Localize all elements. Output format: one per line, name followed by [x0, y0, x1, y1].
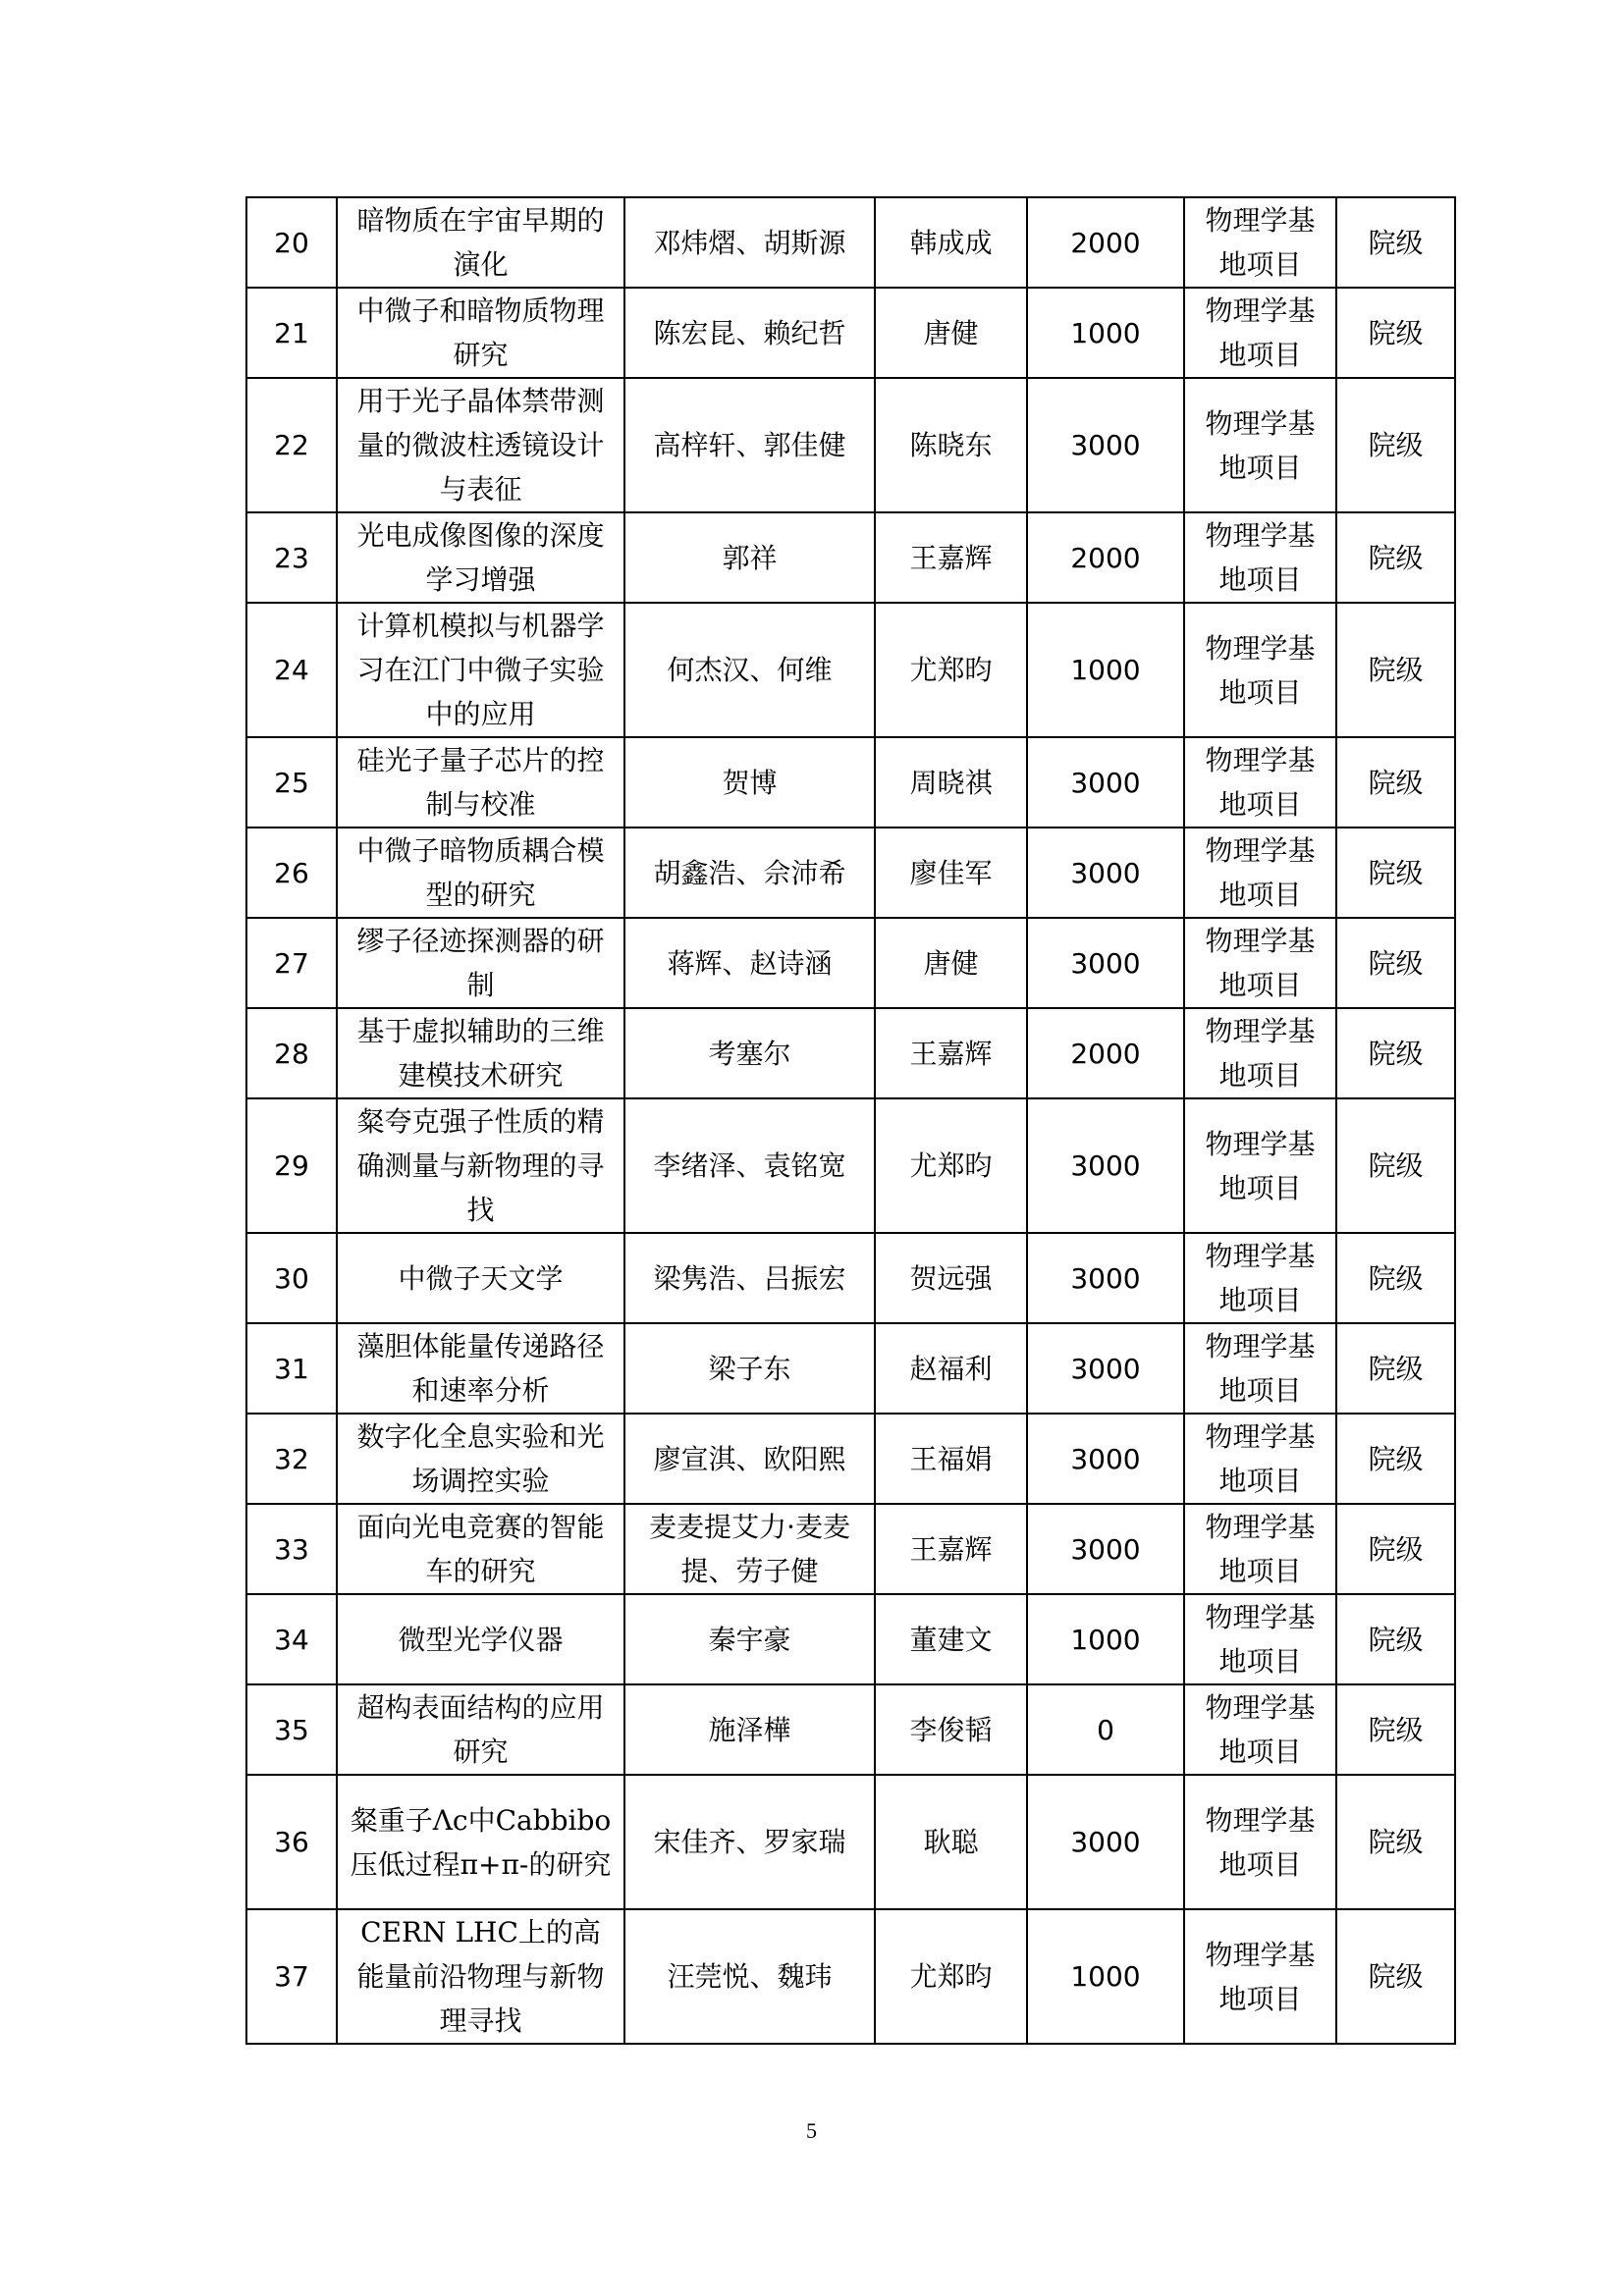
advisor-name: 尤郑昀	[875, 1909, 1027, 2044]
table-row	[246, 1909, 1455, 2044]
row-number: 35	[246, 1684, 337, 1775]
funding-amount: 3000	[1027, 737, 1184, 828]
project-title: 硅光子量子芯片的控制与校准	[337, 737, 624, 828]
project-type: 物理学基地项目	[1184, 1414, 1336, 1504]
advisor-name: 陈晓东	[875, 378, 1027, 512]
row-number: 23	[246, 512, 337, 603]
table-row	[246, 1233, 1455, 1323]
funding-amount: 2000	[1027, 1008, 1184, 1098]
student-names: 蒋辉、赵诗涵	[624, 918, 875, 1008]
advisor-name: 王嘉辉	[875, 512, 1027, 603]
funding-amount: 3000	[1027, 1323, 1184, 1414]
row-number: 31	[246, 1323, 337, 1414]
project-level: 院级	[1336, 737, 1455, 828]
table-row	[246, 1008, 1455, 1098]
table-row	[246, 288, 1455, 378]
funding-amount: 1000	[1027, 1594, 1184, 1684]
page-number: 5	[806, 2118, 817, 2143]
project-level: 院级	[1336, 1323, 1455, 1414]
project-type: 物理学基地项目	[1184, 1008, 1336, 1098]
advisor-name: 廖佳军	[875, 828, 1027, 918]
project-title: 中微子天文学	[337, 1233, 624, 1323]
advisor-name: 王嘉辉	[875, 1008, 1027, 1098]
project-type: 物理学基地项目	[1184, 1098, 1336, 1233]
project-title: 计算机模拟与机器学习在江门中微子实验中的应用	[337, 603, 624, 737]
student-names: 梁隽浩、吕振宏	[624, 1233, 875, 1323]
funding-amount: 1000	[1027, 1909, 1184, 2044]
project-type: 物理学基地项目	[1184, 1775, 1336, 1909]
project-title: 暗物质在宇宙早期的演化	[337, 197, 624, 288]
advisor-name: 耿聪	[875, 1775, 1027, 1909]
row-number: 25	[246, 737, 337, 828]
funding-amount: 1000	[1027, 603, 1184, 737]
row-number: 26	[246, 828, 337, 918]
row-number: 32	[246, 1414, 337, 1504]
row-number: 34	[246, 1594, 337, 1684]
project-level: 院级	[1336, 512, 1455, 603]
project-title: 粲重子Λc中Cabbibo压低过程π+π-的研究	[337, 1775, 624, 1909]
project-title: 藻胆体能量传递路径和速率分析	[337, 1323, 624, 1414]
table-row	[246, 197, 1455, 288]
table-row	[246, 1504, 1455, 1594]
project-type: 物理学基地项目	[1184, 512, 1336, 603]
row-number: 30	[246, 1233, 337, 1323]
row-number: 37	[246, 1909, 337, 2044]
advisor-name: 尤郑昀	[875, 603, 1027, 737]
project-title: CERN LHC上的高能量前沿物理与新物理寻找	[337, 1909, 624, 2044]
advisor-name: 尤郑昀	[875, 1098, 1027, 1233]
student-names: 施泽樺	[624, 1684, 875, 1775]
project-title: 数字化全息实验和光场调控实验	[337, 1414, 624, 1504]
project-type: 物理学基地项目	[1184, 1684, 1336, 1775]
student-names: 宋佳齐、罗家瑞	[624, 1775, 875, 1909]
project-title: 面向光电竞赛的智能车的研究	[337, 1504, 624, 1594]
row-number: 36	[246, 1775, 337, 1909]
project-level: 院级	[1336, 1594, 1455, 1684]
student-names: 麦麦提艾力·麦麦提、劳子健	[624, 1504, 875, 1594]
student-names: 李绪泽、袁铭宽	[624, 1098, 875, 1233]
funding-amount: 3000	[1027, 1775, 1184, 1909]
table-row	[246, 828, 1455, 918]
project-level: 院级	[1336, 828, 1455, 918]
project-type: 物理学基地项目	[1184, 737, 1336, 828]
student-names: 秦宇豪	[624, 1594, 875, 1684]
table-row	[246, 1414, 1455, 1504]
project-level: 院级	[1336, 1008, 1455, 1098]
project-level: 院级	[1336, 197, 1455, 288]
project-level: 院级	[1336, 603, 1455, 737]
advisor-name: 董建文	[875, 1594, 1027, 1684]
project-level: 院级	[1336, 918, 1455, 1008]
funding-amount: 3000	[1027, 828, 1184, 918]
table-row	[246, 512, 1455, 603]
project-type: 物理学基地项目	[1184, 1909, 1336, 2044]
project-type: 物理学基地项目	[1184, 1323, 1336, 1414]
advisor-name: 王福娟	[875, 1414, 1027, 1504]
project-level: 院级	[1336, 1684, 1455, 1775]
student-names: 郭祥	[624, 512, 875, 603]
project-type: 物理学基地项目	[1184, 288, 1336, 378]
funding-amount: 3000	[1027, 918, 1184, 1008]
project-level: 院级	[1336, 1414, 1455, 1504]
advisor-name: 唐健	[875, 918, 1027, 1008]
student-names: 何杰汉、何维	[624, 603, 875, 737]
table-row	[246, 737, 1455, 828]
student-names: 胡鑫浩、佘沛希	[624, 828, 875, 918]
row-number: 21	[246, 288, 337, 378]
student-names: 贺博	[624, 737, 875, 828]
row-number: 28	[246, 1008, 337, 1098]
funding-amount: 3000	[1027, 378, 1184, 512]
project-title: 基于虚拟辅助的三维建模技术研究	[337, 1008, 624, 1098]
project-type: 物理学基地项目	[1184, 918, 1336, 1008]
table-row	[246, 378, 1455, 512]
project-level: 院级	[1336, 288, 1455, 378]
advisor-name: 王嘉辉	[875, 1504, 1027, 1594]
project-title: 光电成像图像的深度学习增强	[337, 512, 624, 603]
project-title: 中微子和暗物质物理研究	[337, 288, 624, 378]
student-names: 梁子东	[624, 1323, 875, 1414]
advisor-name: 韩成成	[875, 197, 1027, 288]
table-row	[246, 1323, 1455, 1414]
advisor-name: 赵福利	[875, 1323, 1027, 1414]
advisor-name: 李俊韬	[875, 1684, 1027, 1775]
table-row	[246, 1098, 1455, 1233]
table-row	[246, 1684, 1455, 1775]
table-row	[246, 918, 1455, 1008]
table-row	[246, 1775, 1455, 1909]
project-title: 缪子径迹探测器的研制	[337, 918, 624, 1008]
funding-amount: 3000	[1027, 1233, 1184, 1323]
row-number: 24	[246, 603, 337, 737]
project-level: 院级	[1336, 1233, 1455, 1323]
table-row	[246, 1594, 1455, 1684]
project-level: 院级	[1336, 1775, 1455, 1909]
student-names: 汪莞悦、魏玮	[624, 1909, 875, 2044]
student-names: 高梓轩、郭佳健	[624, 378, 875, 512]
funding-amount: 3000	[1027, 1504, 1184, 1594]
student-names: 邓炜熠、胡斯源	[624, 197, 875, 288]
student-names: 考塞尔	[624, 1008, 875, 1098]
row-number: 33	[246, 1504, 337, 1594]
funding-amount: 3000	[1027, 1414, 1184, 1504]
funding-amount: 3000	[1027, 1098, 1184, 1233]
funding-amount: 2000	[1027, 197, 1184, 288]
project-title: 粲夸克强子性质的精确测量与新物理的寻找	[337, 1098, 624, 1233]
project-level: 院级	[1336, 378, 1455, 512]
project-type: 物理学基地项目	[1184, 828, 1336, 918]
funding-amount: 1000	[1027, 288, 1184, 378]
project-level: 院级	[1336, 1909, 1455, 2044]
funding-amount: 2000	[1027, 512, 1184, 603]
advisor-name: 周晓祺	[875, 737, 1027, 828]
project-type: 物理学基地项目	[1184, 1233, 1336, 1323]
project-type: 物理学基地项目	[1184, 603, 1336, 737]
project-title: 微型光学仪器	[337, 1594, 624, 1684]
project-title: 用于光子晶体禁带测量的微波柱透镜设计与表征	[337, 378, 624, 512]
row-number: 29	[246, 1098, 337, 1233]
row-number: 20	[246, 197, 337, 288]
row-number: 27	[246, 918, 337, 1008]
funding-amount: 0	[1027, 1684, 1184, 1775]
student-names: 陈宏昆、赖纪哲	[624, 288, 875, 378]
project-type: 物理学基地项目	[1184, 197, 1336, 288]
project-type: 物理学基地项目	[1184, 1594, 1336, 1684]
project-level: 院级	[1336, 1098, 1455, 1233]
projects-table	[245, 196, 1456, 2045]
advisor-name: 唐健	[875, 288, 1027, 378]
project-level: 院级	[1336, 1504, 1455, 1594]
row-number: 22	[246, 378, 337, 512]
student-names: 廖宣淇、欧阳熙	[624, 1414, 875, 1504]
project-title: 中微子暗物质耦合模型的研究	[337, 828, 624, 918]
advisor-name: 贺远强	[875, 1233, 1027, 1323]
table-row	[246, 603, 1455, 737]
project-type: 物理学基地项目	[1184, 378, 1336, 512]
project-title: 超构表面结构的应用研究	[337, 1684, 624, 1775]
project-type: 物理学基地项目	[1184, 1504, 1336, 1594]
